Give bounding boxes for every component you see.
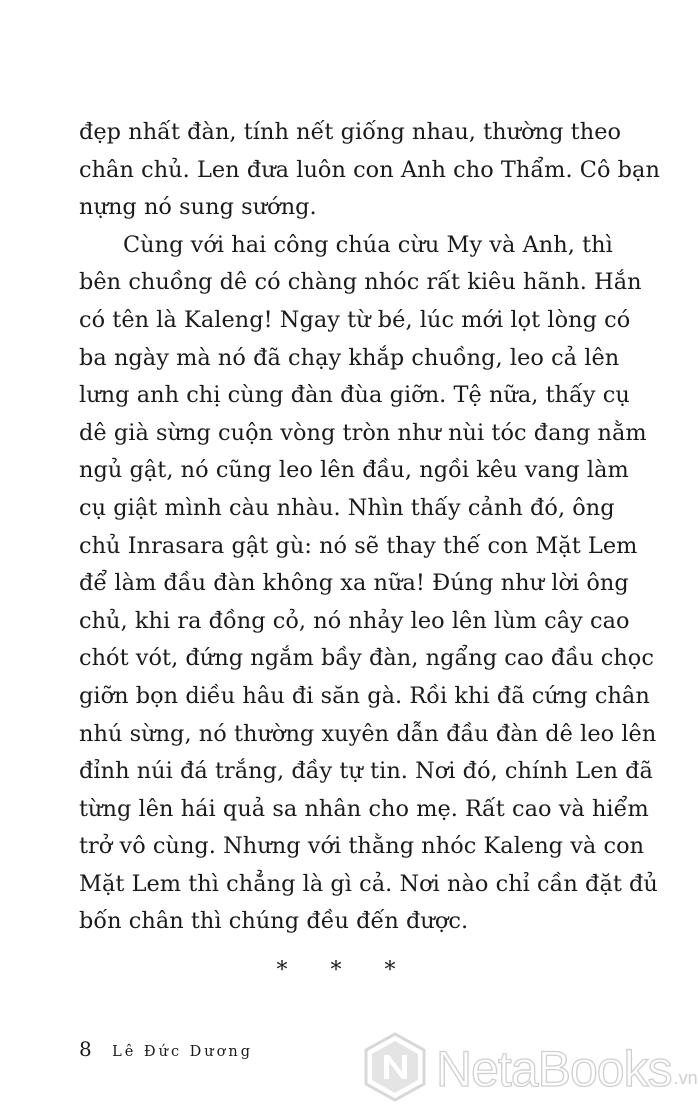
text-line: bốn chân thì chúng đều đến được. — [79, 908, 469, 935]
text-line: để làm đầu đàn không xa nữa! Đúng như lời ông — [79, 570, 629, 597]
text-line: Mặt Lem thì chẳng là gì cả. Nơi nào chỉ cần đặt đủ — [79, 870, 658, 897]
text-line: có tên là Kaleng! Ngay từ bé, lúc mới lọt lòng có — [79, 306, 631, 333]
body-text — [79, 114, 660, 941]
text-line: lưng anh chị cùng đàn đùa giỡn. Tệ nữa, thấy cụ — [79, 382, 630, 409]
text-line: cụ giật mình càu nhàu. Nhìn thấy cảnh đó, ông — [79, 494, 615, 521]
page-footer — [79, 1037, 253, 1061]
text-line: chân chủ. Len đưa luôn con Anh cho Thẩm. Cô bạn — [79, 156, 660, 183]
text-line: ngủ gật, nó cũng leo lên đầu, ngồi kêu vang làm — [79, 457, 629, 484]
text-line: Cùng với hai công chúa cừu My và Anh, thì — [123, 231, 613, 258]
watermark — [362, 1032, 698, 1106]
section-separator: * * * — [276, 958, 414, 983]
text-line: chủ Inrasara gật gù: nó sẽ thay thế con Mặt Lem — [79, 532, 638, 559]
text-line: giỡn bọn diều hâu đi săn gà. Rồi khi đã cứng chân — [79, 682, 650, 709]
running-author: Lê Đức Dương — [112, 1044, 253, 1060]
text-line: chủ, khi ra đồng cỏ, nó nhảy leo lên lùm cây cao — [79, 607, 630, 634]
netabooks-n-logo-icon — [362, 1031, 428, 1107]
text-line: nhú sừng, nó thường xuyên dẫn đầu đàn dê leo lên — [79, 720, 657, 747]
watermark-text: NetaBooks — [436, 1041, 672, 1097]
text-line: đẹp nhất đàn, tính nết giống nhau, thường theo — [79, 119, 622, 145]
page-number: 8 — [79, 1037, 92, 1061]
text-line: nựng nó sung sướng. — [79, 194, 317, 221]
text-line: từng lên hái quả sa nhân cho mẹ. Rất cao và hiểm — [79, 795, 649, 822]
text-line: đỉnh núi đá trắng, đầy tự tin. Nơi đó, chính Len đã — [79, 758, 653, 785]
text-line: bên chuồng dê có chàng nhóc rất kiêu hãnh. Hắn — [79, 269, 642, 296]
text-line: dê già sừng cuộn vòng tròn như nùi tóc đang nằm — [79, 419, 647, 446]
text-line: trở vô cùng. Nhưng với thằng nhóc Kaleng và con — [79, 833, 645, 860]
text-line: ba ngày mà nó đã chạy khắp chuồng, leo cả lên — [79, 344, 620, 371]
paragraph-1 — [79, 114, 660, 227]
text-line: chót vót, đứng ngắm bầy đàn, ngẩng cao đầu chọc — [79, 645, 654, 672]
paragraph-2 — [79, 227, 658, 941]
watermark-suffix: .vn — [673, 1067, 698, 1088]
